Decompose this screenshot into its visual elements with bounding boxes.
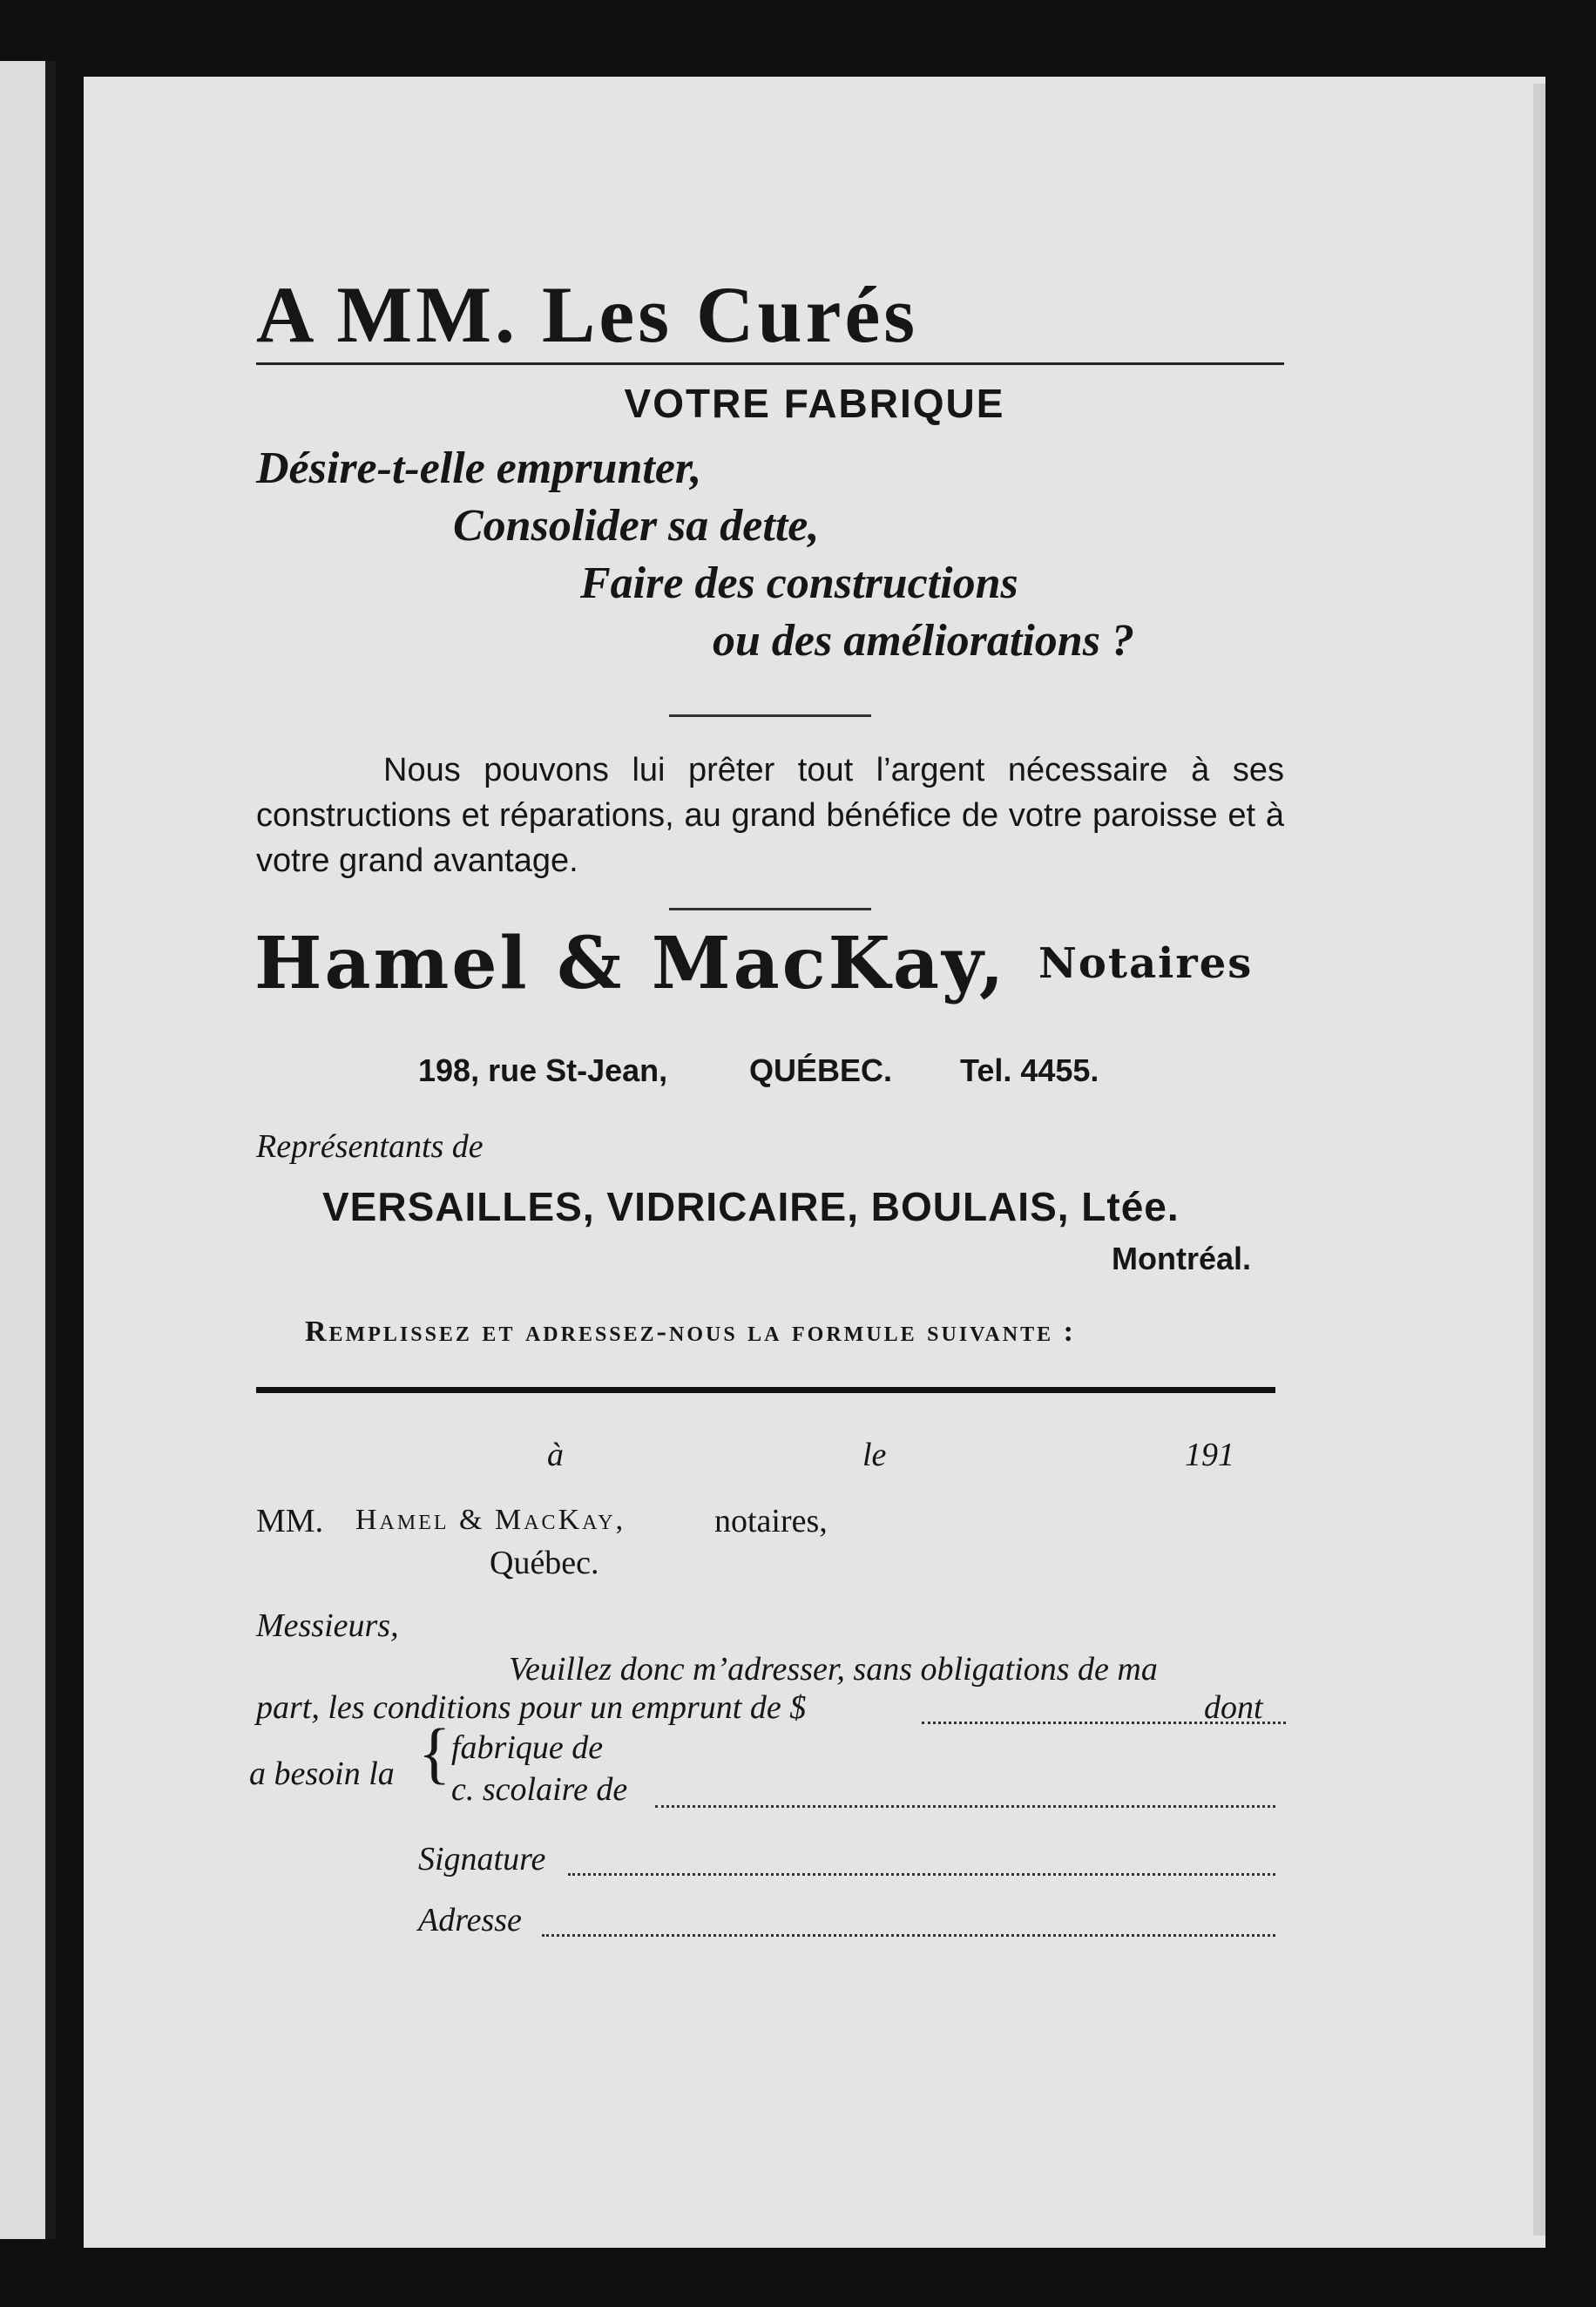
- divider: [669, 714, 871, 717]
- option-scolaire: c. scolaire de: [451, 1771, 628, 1808]
- question-1: Désire-t-elle emprunter,: [256, 443, 702, 493]
- signature-field[interactable]: [568, 1873, 1275, 1876]
- form-place-label: à: [547, 1437, 564, 1473]
- address-label: Adresse: [418, 1902, 522, 1938]
- addressee-role: notaires,: [714, 1503, 828, 1539]
- divider: [669, 908, 871, 910]
- form-instruction: Remplissez et adressez-nous la formule suivante :: [305, 1316, 1076, 1348]
- besoin-label: a besoin la: [249, 1756, 395, 1792]
- salutation: Messieurs,: [256, 1607, 399, 1644]
- representatives-city: Montréal.: [1112, 1241, 1252, 1276]
- form-separator: [256, 1387, 1275, 1393]
- firm-address: 198, rue St-Jean,: [418, 1052, 668, 1088]
- question-4: ou des améliorations ?: [713, 616, 1134, 666]
- page-edge: [1533, 84, 1545, 2236]
- book-gutter: [45, 61, 56, 2239]
- addressee-city: Québec.: [490, 1545, 599, 1581]
- firm-title: Notaires: [1038, 939, 1254, 988]
- option-fabrique: fabrique de: [451, 1729, 604, 1766]
- address-field[interactable]: [542, 1934, 1275, 1937]
- representatives-label: Représentants de: [256, 1128, 484, 1165]
- question-2: Consolider sa dette,: [453, 501, 820, 551]
- addressee-prefix: MM.: [256, 1503, 324, 1539]
- parish-field[interactable]: [655, 1805, 1275, 1808]
- page-title: A MM. Les Curés: [256, 268, 1284, 365]
- addressee-name: Hamel & MacKay,: [355, 1504, 626, 1536]
- representatives-names: VERSAILLES, VIDRICAIRE, BOULAIS, Ltée.: [322, 1184, 1180, 1229]
- firm-name: Hamel & MacKay,: [254, 922, 1007, 1005]
- firm-city: QUÉBEC.: [749, 1052, 893, 1088]
- page-subtitle: VOTRE FABRIQUE: [624, 381, 1005, 426]
- dont-label: dont: [1204, 1689, 1263, 1726]
- request-line-2: part, les conditions pour un emprunt de $: [256, 1689, 807, 1726]
- advertisement-page: [84, 77, 1545, 2248]
- brace: {: [418, 1715, 451, 1790]
- signature-label: Signature: [418, 1841, 546, 1877]
- request-line-1: Veuillez donc m’adresser, sans obligations de ma: [509, 1651, 1158, 1688]
- form-date-label: le: [862, 1437, 887, 1473]
- firm-tel: Tel. 4455.: [960, 1052, 1099, 1088]
- offer-text: Nous pouvons lui prêter tout l’argent nécessaire à ses constructions et réparations, au grand bénéfice de votre paroisse et à votre grand avantage.: [256, 752, 1284, 879]
- form-year: 191: [1185, 1437, 1234, 1473]
- question-3: Faire des constructions: [580, 558, 1018, 608]
